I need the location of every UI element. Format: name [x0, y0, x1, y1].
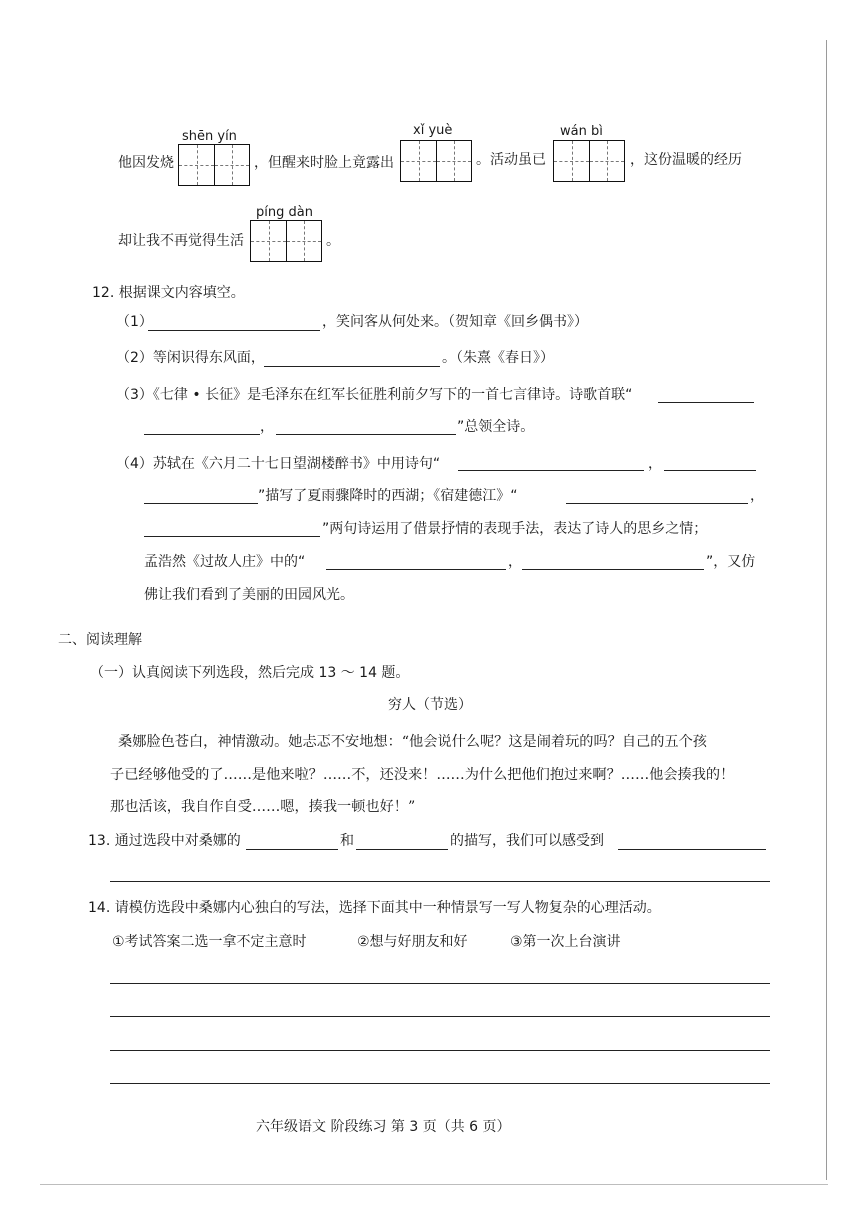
q12-s4-blank-3[interactable] — [566, 503, 748, 504]
pinyin-label-3: wán bì — [560, 124, 603, 139]
q14-title: 14. 请模仿选段中桑娜内心独白的写法，选择下面其中一种情景写一写人物复杂的心理活动。 — [88, 900, 661, 916]
q14-answer-line-4[interactable] — [110, 1083, 770, 1084]
q12-s4-blank-5[interactable] — [326, 569, 506, 570]
pinyin-label-4: píng dàn — [256, 205, 313, 220]
q12-s4-comma2: ， — [750, 488, 764, 504]
page-border-right — [826, 40, 827, 1180]
q14-answer-line-1[interactable] — [110, 983, 770, 984]
pinyin-row1-mid1: ，但醒来时脸上竟露出 — [254, 155, 394, 171]
pinyin-label-2: xǐ yuè — [413, 123, 453, 138]
q14-option-1: ①考试答案二选一拿不定主意时 — [112, 934, 307, 950]
passage-line-1: 桑娜脸色苍白，神情激动。她忐忑不安地想：“他会说什么呢？这是闹着玩的吗？自己的五个孩 — [118, 734, 707, 750]
q12-s4-comma3: ， — [508, 554, 522, 570]
q12-title: 12. 根据课文内容填空。 — [92, 285, 245, 301]
char-grid-2[interactable] — [400, 140, 472, 182]
q12-s2-blank[interactable] — [264, 366, 440, 367]
q12-s4-line2: ”描写了夏雨骤降时的西湖；《宿建德江》“ — [258, 488, 518, 504]
pinyin-row1-mid2: 。活动虽已 — [476, 152, 546, 168]
q13-part-c: 的描写，我们可以感受到 — [450, 833, 604, 849]
q12-s3-tail: ”总领全诗。 — [457, 419, 535, 435]
q13-blank-3[interactable] — [618, 849, 766, 850]
char-grid-1[interactable] — [178, 144, 250, 186]
q12-s4-line3: ”两句诗运用了借景抒情的表现手法，表达了诗人的思乡之情； — [322, 521, 708, 537]
q12-s3-comma: ， — [260, 419, 274, 435]
q13-part-a: 13. 通过选段中对桑娜的 — [88, 833, 241, 849]
q12-s3-blank-1b[interactable] — [144, 434, 260, 435]
q13-answer-line[interactable] — [110, 881, 770, 882]
pinyin-label-1: shēn yín — [182, 129, 237, 144]
pinyin-row2-tail: 。 — [326, 233, 340, 249]
page-border-bottom — [40, 1184, 828, 1185]
section2-subtitle: （一）认真阅读下列选段，然后完成 13 ～ 14 题。 — [90, 665, 410, 681]
passage-line-3: 那也活该，我自作自受……嗯，揍我一顿也好！” — [110, 799, 416, 815]
q12-s4-blank-2a[interactable] — [664, 470, 756, 471]
q12-s4-blank-2b[interactable] — [144, 503, 258, 504]
q13-blank-1[interactable] — [246, 849, 338, 850]
q12-s4-line4b: ”，又仿 — [706, 554, 756, 570]
q14-answer-line-2[interactable] — [110, 1016, 770, 1017]
q12-s4-blank-6[interactable] — [522, 569, 704, 570]
q12-s3-blank-2[interactable] — [276, 434, 456, 435]
q14-option-3: ③第一次上台演讲 — [510, 934, 621, 950]
pinyin-row1-lead: 他因发烧 — [118, 155, 174, 171]
q12-s4-comma1: ， — [648, 456, 662, 472]
char-grid-3[interactable] — [553, 140, 625, 182]
q12-s2-lead: （2）等闲识得东风面， — [116, 350, 265, 366]
q14-answer-line-3[interactable] — [110, 1050, 770, 1051]
q12-s4-blank-1[interactable] — [458, 470, 644, 471]
char-grid-4[interactable] — [250, 220, 322, 262]
q12-s4-line4a: 孟浩然《过故人庄》中的“ — [144, 554, 306, 570]
q13-part-b: 和 — [340, 833, 354, 849]
q12-s1-text: ，笑问客从何处来。（贺知章《回乡偶书》） — [322, 314, 588, 330]
q12-s4-line1: （4）苏轼在《六月二十七日望湖楼醉书》中用诗句“ — [116, 456, 441, 472]
passage-line-2: 子已经够他受的了……是他来啦？……不，还没来！……为什么把他们抱过来啊？……他会揍我的！ — [110, 767, 735, 783]
q14-option-2: ②想与好朋友和好 — [357, 934, 468, 950]
page-footer: 六年级语文 阶段练习 第 3 页（共 6 页） — [256, 1119, 511, 1135]
q12-s4-blank-4[interactable] — [144, 536, 320, 537]
section2-title: 二、阅读理解 — [58, 632, 142, 648]
q12-s2-text: 。（朱熹《春日》） — [442, 350, 554, 366]
q13-blank-2[interactable] — [356, 849, 448, 850]
q12-s1-blank[interactable] — [148, 330, 320, 331]
q12-s1-num: （1） — [116, 314, 153, 330]
q12-s3-line1: （3）《七律 • 长征》是毛泽东在红军长征胜利前夕写下的一首七言律诗。诗歌首联“ — [116, 387, 633, 403]
q12-s3-blank-1a[interactable] — [658, 402, 754, 403]
passage-title: 穷人（节选） — [388, 697, 472, 713]
q12-s4-line5: 佛让我们看到了美丽的田园风光。 — [144, 587, 354, 603]
pinyin-row1-tail: ，这份温暖的经历 — [630, 152, 742, 168]
pinyin-row2-lead: 却让我不再觉得生活 — [118, 233, 244, 249]
